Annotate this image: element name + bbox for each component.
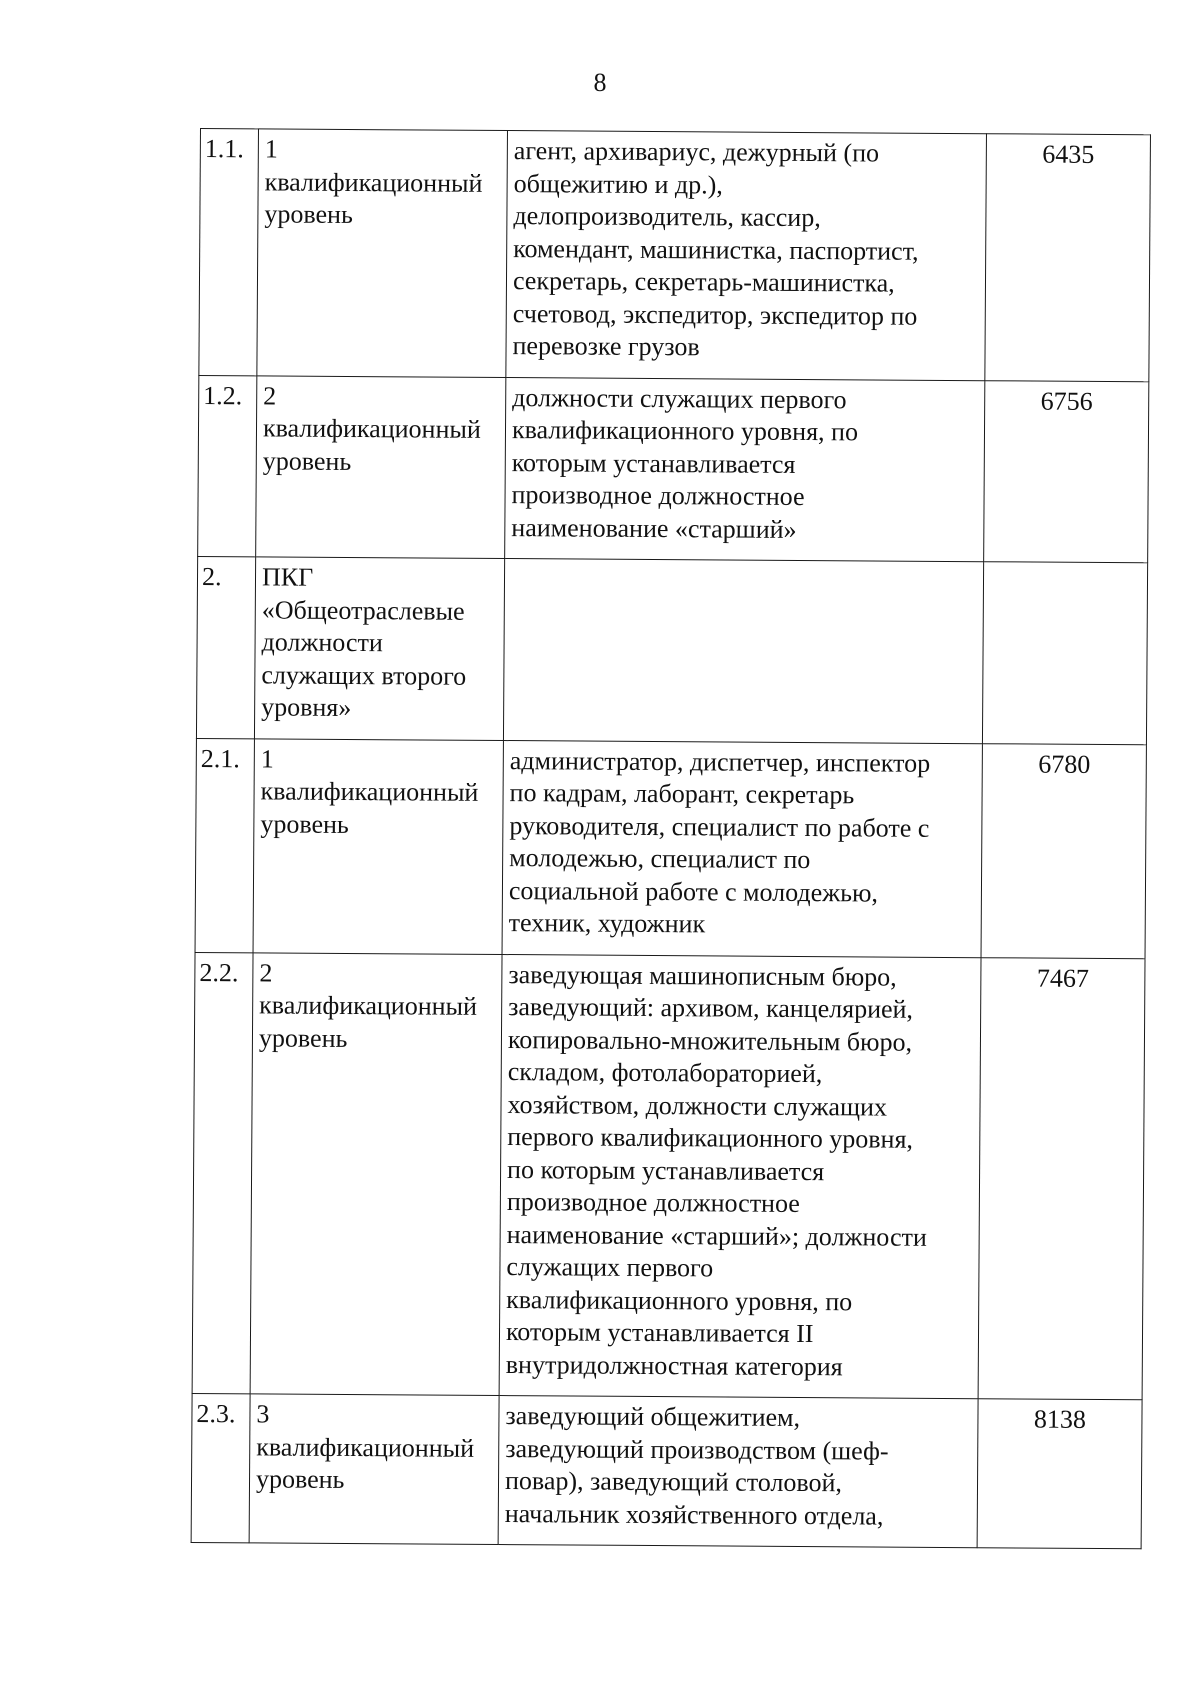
salary-value: 7467 xyxy=(978,957,1145,1400)
salary-value: 6780 xyxy=(981,743,1146,958)
positions-list: агент, архивариус, дежурный (по общежитию и др.), делопроизводитель, кассир, комендант, машинистка, паспортист, секретарь, секретарь-машинистка, счетовод, экспедитор, экспедитор по перевозке грузов xyxy=(506,131,987,381)
table-row xyxy=(192,952,1145,1400)
table-row xyxy=(198,375,1149,563)
salary-table xyxy=(191,128,1151,1549)
salary-value: 8138 xyxy=(977,1399,1142,1549)
positions-list: должности служащих первого квалификационного уровня, по которым устанавливается производное должностное наименование «старший» xyxy=(505,377,985,562)
table-row xyxy=(199,129,1151,382)
table-row xyxy=(191,1393,1142,1548)
row-number: 2. xyxy=(196,556,255,738)
qualification-group: 1 квалификационный уровень xyxy=(253,738,503,954)
qualification-group: ПКГ «Общеотраслевые должности служащих второго уровня» xyxy=(254,557,504,740)
positions-list xyxy=(503,559,983,744)
positions-list: заведующая машинописным бюро, заведующий: архивом, канцелярией, копировально-множительным бюро, складом, фотолабораторией, хозяйством, должности служащих первого квалификационного уровня, по которым устанавливается производное должностное наименование «старший»; должности служащих первого квалификационного уровня, по которым устанавливается II внутридолжностная категория xyxy=(499,954,981,1399)
row-number: 1.1. xyxy=(199,129,259,376)
table-row xyxy=(196,556,1147,744)
qualification-group: 2 квалификационный уровень xyxy=(250,952,502,1395)
table-row xyxy=(195,738,1146,958)
page-number: 8 xyxy=(593,68,607,97)
salary-value: 6756 xyxy=(984,380,1149,563)
qualification-group: 2 квалификационный уровень xyxy=(256,375,506,558)
row-number: 2.3. xyxy=(191,1393,250,1542)
qualification-group: 3 квалификационный уровень xyxy=(249,1394,499,1545)
row-number: 1.2. xyxy=(198,375,257,557)
positions-list: администратор, диспетчер, инспектор по кадрам, лаборант, секретарь руководителя, специалист по работе с молодежью, специалист по социальной работе с молодежью, техник, художник xyxy=(502,740,982,957)
positions-list: заведующий общежитием, заведующий производством (шеф- повар), заведующий столовой, начальник хозяйственного отдела, xyxy=(498,1396,978,1548)
row-number: 2.1. xyxy=(195,738,254,952)
qualification-group: 1 квалификационный уровень xyxy=(257,129,508,377)
salary-value: 6435 xyxy=(985,134,1151,382)
row-number: 2.2. xyxy=(192,952,253,1394)
salary-value xyxy=(982,562,1147,745)
